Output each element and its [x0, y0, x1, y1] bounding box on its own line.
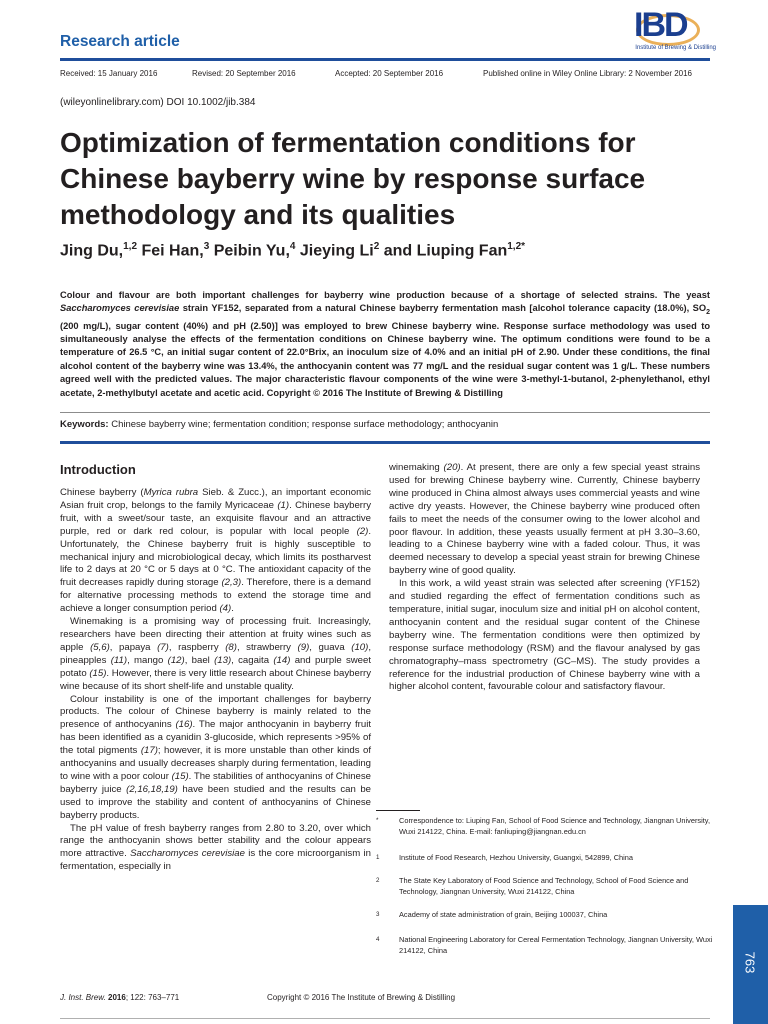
footnote-affiliation-4 — [376, 935, 716, 956]
body-text: . The stabilities of anthocyanins of Chinese bayberry juice — [60, 770, 371, 795]
body-text: . Chinese bayberry fruit, with a sweet/sour taste, an exquisite flavour and an attractive purple, red or dark red colour, is popular with local people — [60, 499, 371, 537]
abstract — [60, 289, 710, 400]
body-text: Colour instability is one of the important challenges for bayberry products. The colour of Chinese bayberry is mainly related to the presence of anthocyanins — [60, 693, 371, 731]
author-name: and Liuping Fan — [379, 242, 508, 260]
page-number-tab — [733, 905, 768, 1024]
author-affiliation: 2 — [373, 241, 380, 252]
logo-caption: Institute of Brewing & Distilling — [635, 45, 716, 51]
citation-ref: (9) — [297, 641, 310, 653]
article-title: Optimization of fermentation conditions for Chinese bayberry wine by response surface methodology and its qualities — [60, 127, 646, 230]
footnote-affiliation-2 — [376, 876, 716, 897]
body-text: . The major anthocyanin in bayberry fruit has been identified as a cyanidin 3-glucoside, which represents >95% of the total pigments — [60, 719, 371, 757]
body-text: , guava — [309, 641, 352, 653]
footnote-rule — [376, 810, 420, 811]
footnote-text: National Engineering Laboratory for Cereal Fermentation Technology, Jiangnan University, Wuxi 214122, China — [399, 935, 713, 955]
body-text: , mango — [127, 654, 168, 666]
abstract-text: (200 mg/L), sugar content (40%) and pH (2.50)] was employed to brew Chinese bayberry wine. Response surface methodology was used to simultaneously analyse the effects of the fermentation conditions on Chinese bayberry wine. The optimum conditions were found to be a temperature of 26.5 °C, an initial sugar content of 22.0°Brix, an inoculum size of 4.0% and an initial pH of 2.90. Under these conditions, the final alcohol content of the bayberry wine was 13.4%, the anthocyanin content was 77 mg/L and the residual sugar content was 1 g/L. These numbers agreed well with the predicted values. The major characteristic flavour components of the wine were 3-methyl-1-butanol, 2-phenylethanol, ethyl acetate, 2-methylbutyl acetate and acetic acid. Copyright © 2016 The Institute of Brewing & Distilling — [60, 320, 710, 398]
body-text: and purple sweet potato — [60, 654, 372, 679]
body-paragraph — [60, 694, 371, 823]
abstract-text: Colour and flavour are both important challenges for bayberry wine production because of a shortage of selected strains. The yeast — [60, 290, 710, 300]
abstract-divider — [60, 412, 710, 413]
author-affiliation: 1,2 — [123, 241, 138, 252]
date-accepted: Accepted: 20 September 2016 — [335, 69, 444, 78]
footnote-mark: 3 — [376, 911, 380, 918]
section-rule — [60, 441, 710, 444]
intro-right-column — [389, 462, 700, 694]
journal-logo — [612, 6, 716, 58]
body-paragraph — [60, 616, 371, 693]
footnote-mark: 2 — [376, 877, 380, 884]
date-received: Received: 15 January 2016 — [60, 69, 158, 78]
citation-ref: (4) — [219, 603, 232, 615]
abstract-species: Saccharomyces cerevisiae — [60, 303, 180, 314]
journal-volume-pages: ; 122: 763–771 — [125, 993, 180, 1002]
citation-ref: (15) — [171, 770, 189, 782]
body-text: Chinese bayberry ( — [60, 487, 144, 498]
author-list — [60, 241, 525, 260]
corresponding-mark: * — [521, 241, 526, 252]
body-text: , cagaita — [231, 654, 274, 666]
body-text: , pineapples — [60, 641, 371, 666]
citation-ref: (2) — [356, 525, 369, 537]
citation-ref: Myrica rubra — [143, 487, 199, 498]
author-name: Peibin Yu, — [209, 242, 290, 260]
author-affiliation: 3 — [203, 241, 210, 252]
footnote-correspondence — [376, 816, 716, 837]
keywords-text: Chinese bayberry wine; fermentation condition; response surface methodology; anthocyanin — [108, 419, 499, 430]
body-text: . At present, there are only a few special yeast strains used for brewing Chinese bayberry wine. Currently, Chinese bayberry wine produced in China almost always uses commercial yeasts and wine active dry yeasts. However, the Chinese bayberry wine produced often fails to meet the needs of the consumer owing to the lower alcohol and poor flavour. In addition, these yeasts usually ferment at pH 3.30–3.60, leading to a Chinese bayberry wine with a faded colour. Thus, it was deemed necessary to develop a special yeast strain for brewing Chinese bayberry wine of good quality. — [389, 462, 700, 577]
citation-ref: Saccharomyces cerevisiae — [130, 848, 245, 860]
footnote-text: Correspondence to: Liuping Fan, School of Food Science and Technology, Jiangnan University, Wuxi 214122, China. E-mail: fanliuping@jiangnan.edu.cn — [399, 816, 711, 836]
introduction-heading: Introduction — [60, 462, 136, 477]
author-name: Jieying Li — [295, 242, 374, 260]
journal-year: 2016 — [108, 993, 126, 1002]
page-number: 763 — [742, 951, 758, 974]
article-type: Research article — [60, 33, 180, 50]
citation-ref: (15) — [89, 667, 107, 679]
date-published: Published online in Wiley Online Library: 2 November 2016 — [483, 69, 692, 78]
body-text: . However, there is very little research about Chinese bayberry wine because of its short shelf-life and unstable quality. — [60, 667, 372, 692]
body-text: In this work, a wild yeast strain was selected after screening (YF152) and studied regarding the effect of fermentation conditions such as temperature, initial sugar, inoculum size and initial pH on alcohol content, anthocyanin content and the residual sugar content of the Chinese bayberry wine. The fermentation conditions were then optimized by response surface methodology (RSM) and the flavour analysed by gas chromatography–mass spectrometry (GC–MS). The study provides a reference for the industrial production of Chinese bayberry wine with a higher alcohol content, favourable colour and satisfactory flavour. — [389, 578, 700, 693]
doi-line[interactable]: (wileyonlinelibrary.com) DOI 10.1002/jib.384 — [60, 97, 256, 108]
footnote-mark: * — [376, 817, 379, 824]
body-paragraph — [60, 487, 371, 616]
body-text: . Therefore, there is a demand for alternative processing methods to extend the storage time and achieve a longer consumption period — [60, 577, 371, 615]
footnote-text: The State Key Laboratory of Food Science and Technology, School of Food Science and Technology, Jiangnan University, Wuxi 214122, China — [399, 876, 689, 896]
journal-citation — [60, 993, 179, 1002]
footer-rule — [60, 1018, 710, 1019]
body-paragraph — [389, 578, 700, 694]
footnote-affiliation-3 — [376, 910, 716, 921]
citation-ref: (2,3) — [221, 577, 242, 589]
body-text: , bael — [184, 654, 215, 666]
body-text: . Unfortunately, the Chinese bayberry fruit is highly susceptible to mechanical injury and microbiological decay, which limits its postharvest life to 2 days at 20 °C or 5 days at 0 °C. The antioxidant capacity of the fruit decreases rapidly during storage — [60, 525, 371, 589]
header-rule — [60, 58, 710, 61]
body-text: winemaking — [389, 462, 444, 473]
citation-ref: (12) — [167, 654, 185, 666]
so2-subscript: 2 — [706, 309, 710, 317]
abstract-text: strain YF152, separated from a natural Chinese bayberry fermentation mash [alcohol tolerance capacity (18.0%), SO — [179, 303, 707, 314]
keywords-label: Keywords: — [60, 419, 109, 430]
body-text: , strawberry — [236, 641, 298, 653]
date-revised: Revised: 20 September 2016 — [192, 69, 296, 78]
citation-ref: (17) — [140, 745, 158, 757]
body-paragraph — [389, 462, 700, 578]
body-text: ; however, it is more unstable than other kinds of anthocyanins and usually decreases sharply during fermentation, leading to wine with a poor colour — [60, 745, 371, 782]
citation-ref: (13) — [214, 654, 232, 666]
body-text: Sieb. & Zucc.), an important economic Asian fruit crop, belongs to the family Myricaceae — [60, 487, 372, 511]
citation-ref: (20) — [443, 462, 461, 473]
body-text: The pH value of fresh bayberry ranges from 2.80 to 3.20, over which range the anthocyanin shows better stability and the colour appears more attractive. — [60, 822, 371, 860]
citation-ref: (14) — [273, 654, 291, 666]
body-text: , papaya — [109, 641, 158, 653]
footnote-mark: 4 — [376, 936, 380, 943]
author-affiliation: 4 — [289, 241, 296, 252]
body-paragraph — [60, 823, 371, 875]
footnote-text: Institute of Food Research, Hezhou University, Guangxi, 542899, China — [399, 853, 634, 862]
footnote-affiliation-1 — [376, 853, 716, 864]
journal-abbrev: J. Inst. Brew. — [60, 993, 106, 1002]
author-name: Jing Du, — [60, 242, 124, 260]
logo-letters: IBD — [634, 6, 687, 44]
citation-ref: (2,16,18,19) — [126, 783, 178, 795]
citation-ref: (8) — [225, 641, 237, 653]
body-text: . — [231, 603, 234, 615]
body-text: is the core microorganism in fermentation, especially in — [60, 848, 372, 873]
footnote-text: Academy of state administration of grain, Beijing 100037, China — [399, 910, 608, 919]
keywords — [60, 419, 498, 430]
citation-ref: (5,6) — [90, 641, 110, 653]
citation-ref: (7) — [157, 641, 169, 653]
footnote-mark: 1 — [376, 854, 380, 861]
author-affiliation: 1,2 — [507, 241, 522, 252]
citation-ref: (10) — [351, 641, 369, 653]
author-name: Fei Han, — [137, 242, 204, 260]
intro-left-column — [60, 487, 371, 874]
body-text: Winemaking is a promising way of processing fruit. Increasingly, researchers have been directing their attention at fruity wines such as apple — [60, 616, 371, 653]
body-text: , raspberry — [168, 641, 226, 653]
body-text: have been studied and the results can be used to improve the stability and content of anthocyanins of Chinese bayberry products. — [60, 783, 371, 821]
footer-copyright: Copyright © 2016 The Institute of Brewing & Distilling — [267, 993, 456, 1002]
citation-ref: (11) — [110, 654, 128, 666]
citation-ref: (1) — [277, 499, 290, 511]
citation-ref: (16) — [175, 719, 193, 731]
